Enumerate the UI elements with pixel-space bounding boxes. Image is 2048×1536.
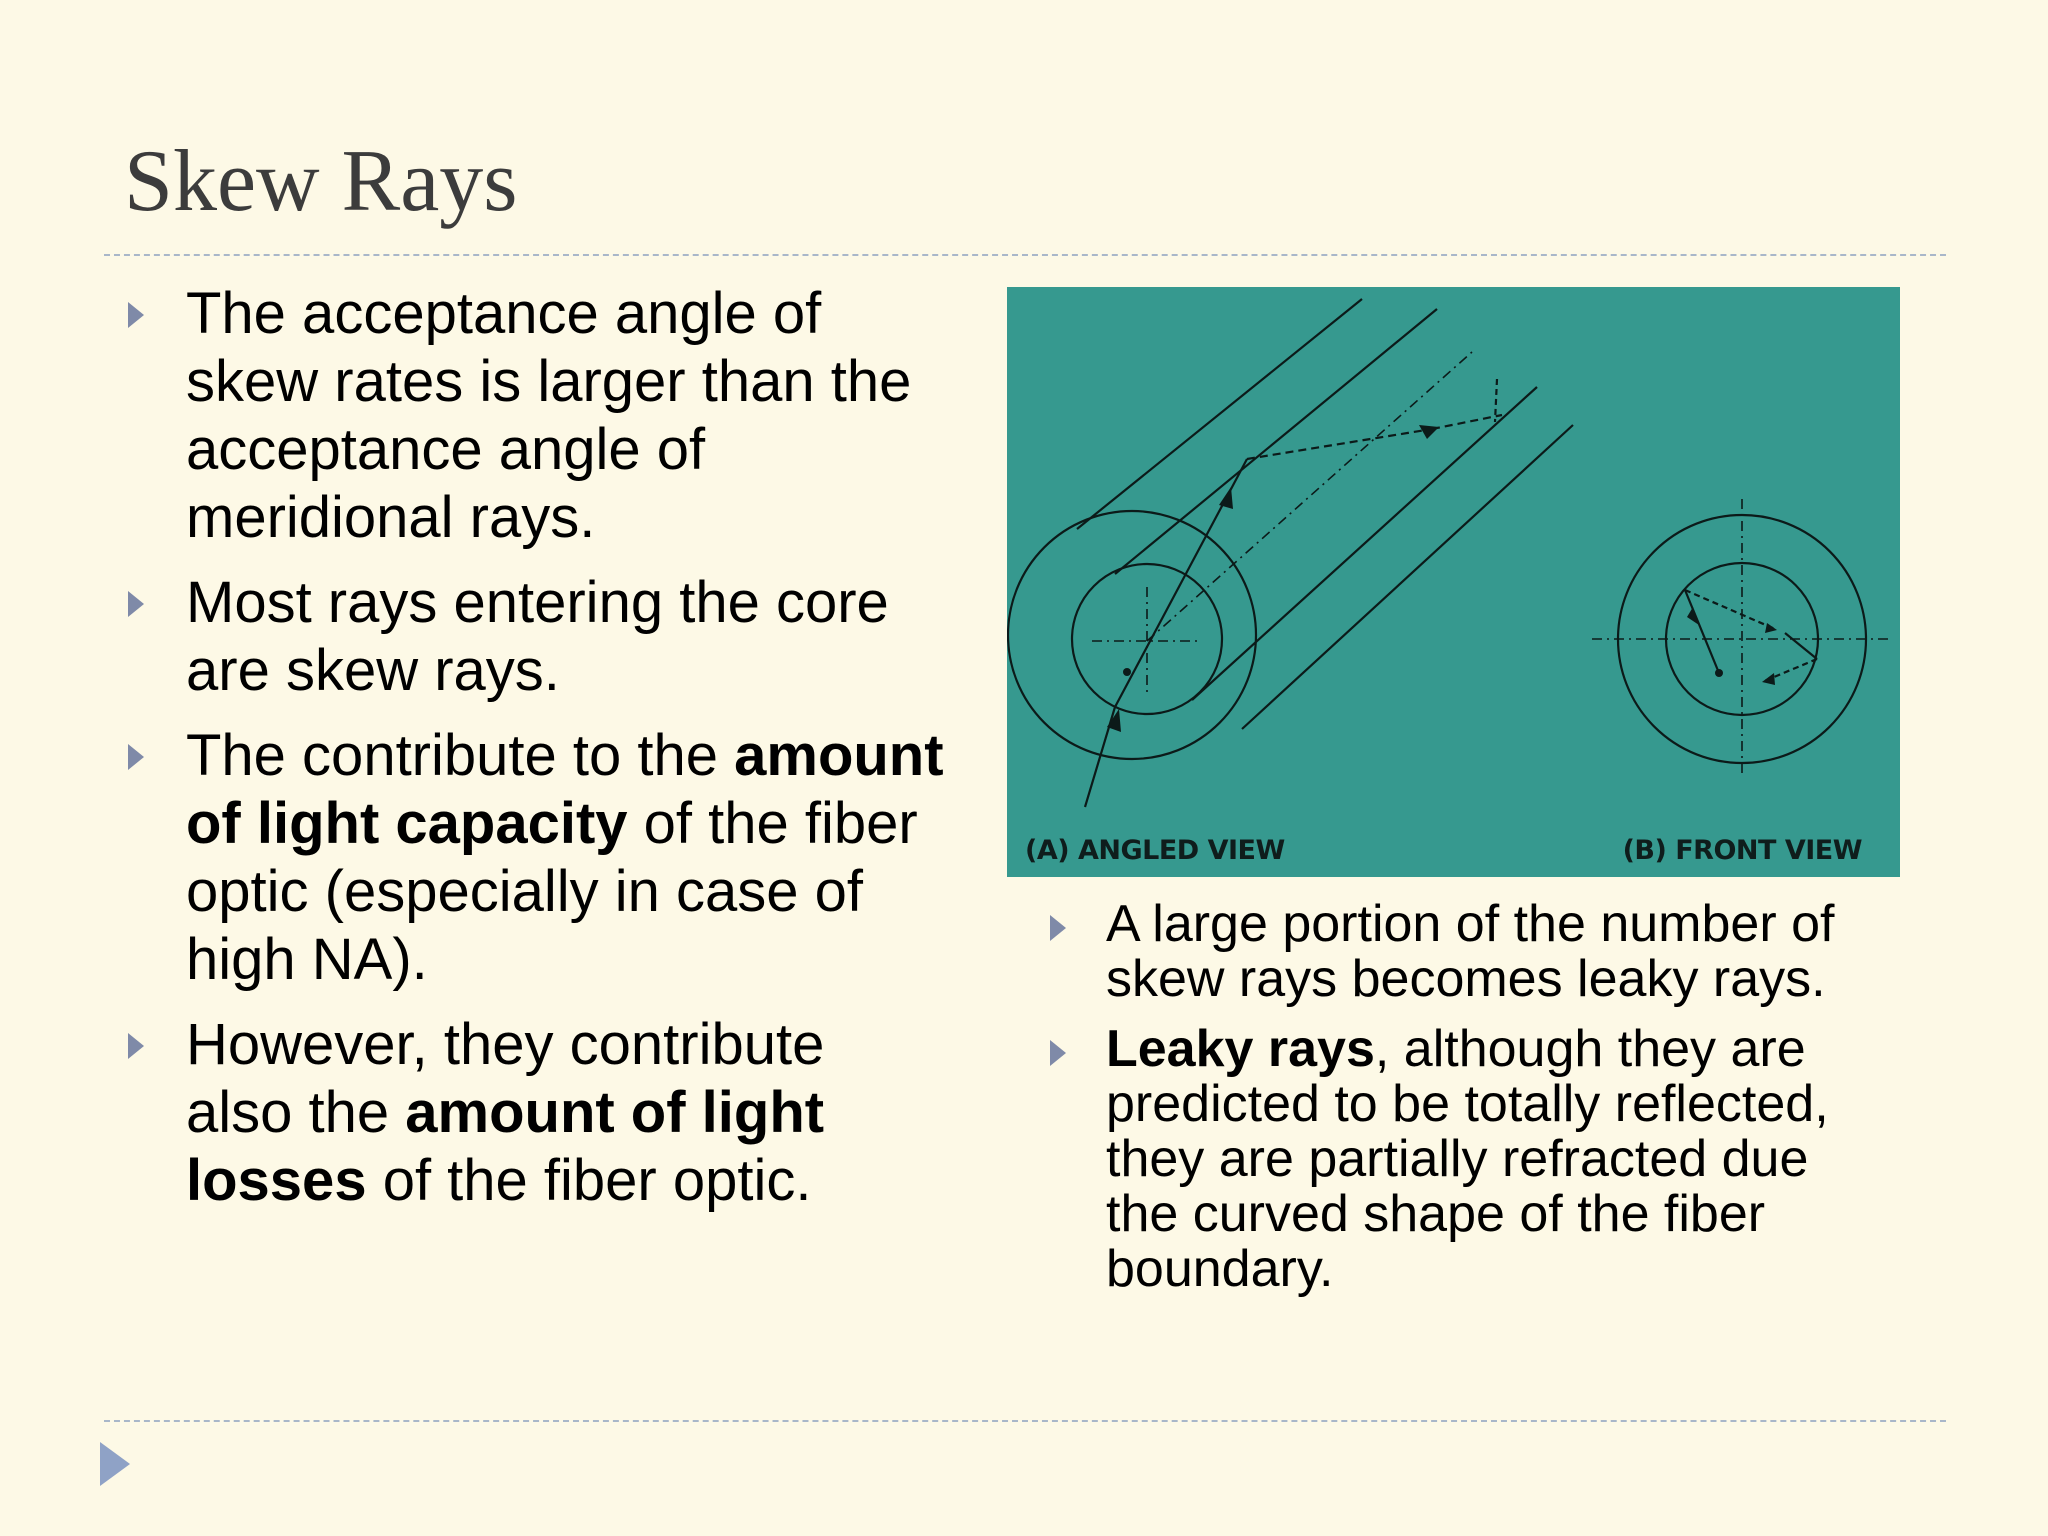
reflected-ray	[1247, 429, 1432, 459]
bullet-item	[124, 569, 944, 705]
entry-point	[1123, 668, 1131, 676]
bullet-item	[1046, 1022, 1866, 1297]
bullet-text: A large portion of the number of skew rays becomes leaky rays.	[1106, 895, 1835, 1008]
fiber-diagram	[1007, 287, 1900, 877]
top-divider	[104, 254, 1946, 256]
bullet-text: Leaky rays, although they are predicted to be totally reflected, they are partially refracted due the curved shape of the fiber boundary.	[1106, 1020, 1829, 1298]
bullet-item	[124, 722, 944, 994]
triangle-bullet-icon	[128, 591, 144, 617]
slide-title: Skew Rays	[124, 133, 518, 230]
bullet-text: Most rays entering the core are skew rays.	[186, 570, 889, 703]
front-view-label: (B) FRONT VIEW	[1622, 835, 1862, 866]
next-slide-arrow-icon[interactable]	[100, 1442, 130, 1486]
arrow-head-icon	[1419, 425, 1439, 439]
cladding-edge-line	[1242, 425, 1573, 729]
skew-rays-figure	[1007, 287, 1900, 877]
bullet-item	[1046, 897, 1866, 1007]
cladding-circle	[1008, 511, 1256, 759]
bullet-text: However, they contribute also the amount of light losses of the fiber optic.	[186, 1012, 825, 1213]
core-edge-line	[1115, 309, 1437, 574]
bottom-divider	[104, 1420, 1946, 1422]
arrow-head-icon	[1762, 673, 1775, 685]
cladding-edge-line	[1077, 299, 1362, 529]
bullet-text: The contribute to the amount of light capacity of the fiber optic (especially in case of high NA).	[186, 723, 944, 992]
triangle-bullet-icon	[1050, 915, 1066, 941]
triangle-bullet-icon	[128, 1033, 144, 1059]
triangle-bullet-icon	[1050, 1040, 1066, 1066]
bullet-item	[124, 280, 944, 552]
bullet-item	[124, 1011, 944, 1215]
front-ray	[1785, 633, 1817, 659]
bullet-text: The acceptance angle of skew rates is larger than the acceptance angle of meridional rays.	[186, 281, 912, 550]
arrow-head-icon	[1687, 607, 1699, 625]
triangle-bullet-icon	[128, 744, 144, 770]
axis-line	[1147, 352, 1472, 641]
core-edge-line	[1192, 387, 1537, 700]
arrow-head-icon	[1765, 623, 1777, 633]
left-bullet-list	[124, 280, 944, 1232]
angled-view-label: (A) ANGLED VIEW	[1025, 835, 1285, 866]
right-bullet-list	[1046, 897, 1866, 1312]
triangle-bullet-icon	[128, 302, 144, 328]
entry-point-front	[1715, 669, 1723, 677]
